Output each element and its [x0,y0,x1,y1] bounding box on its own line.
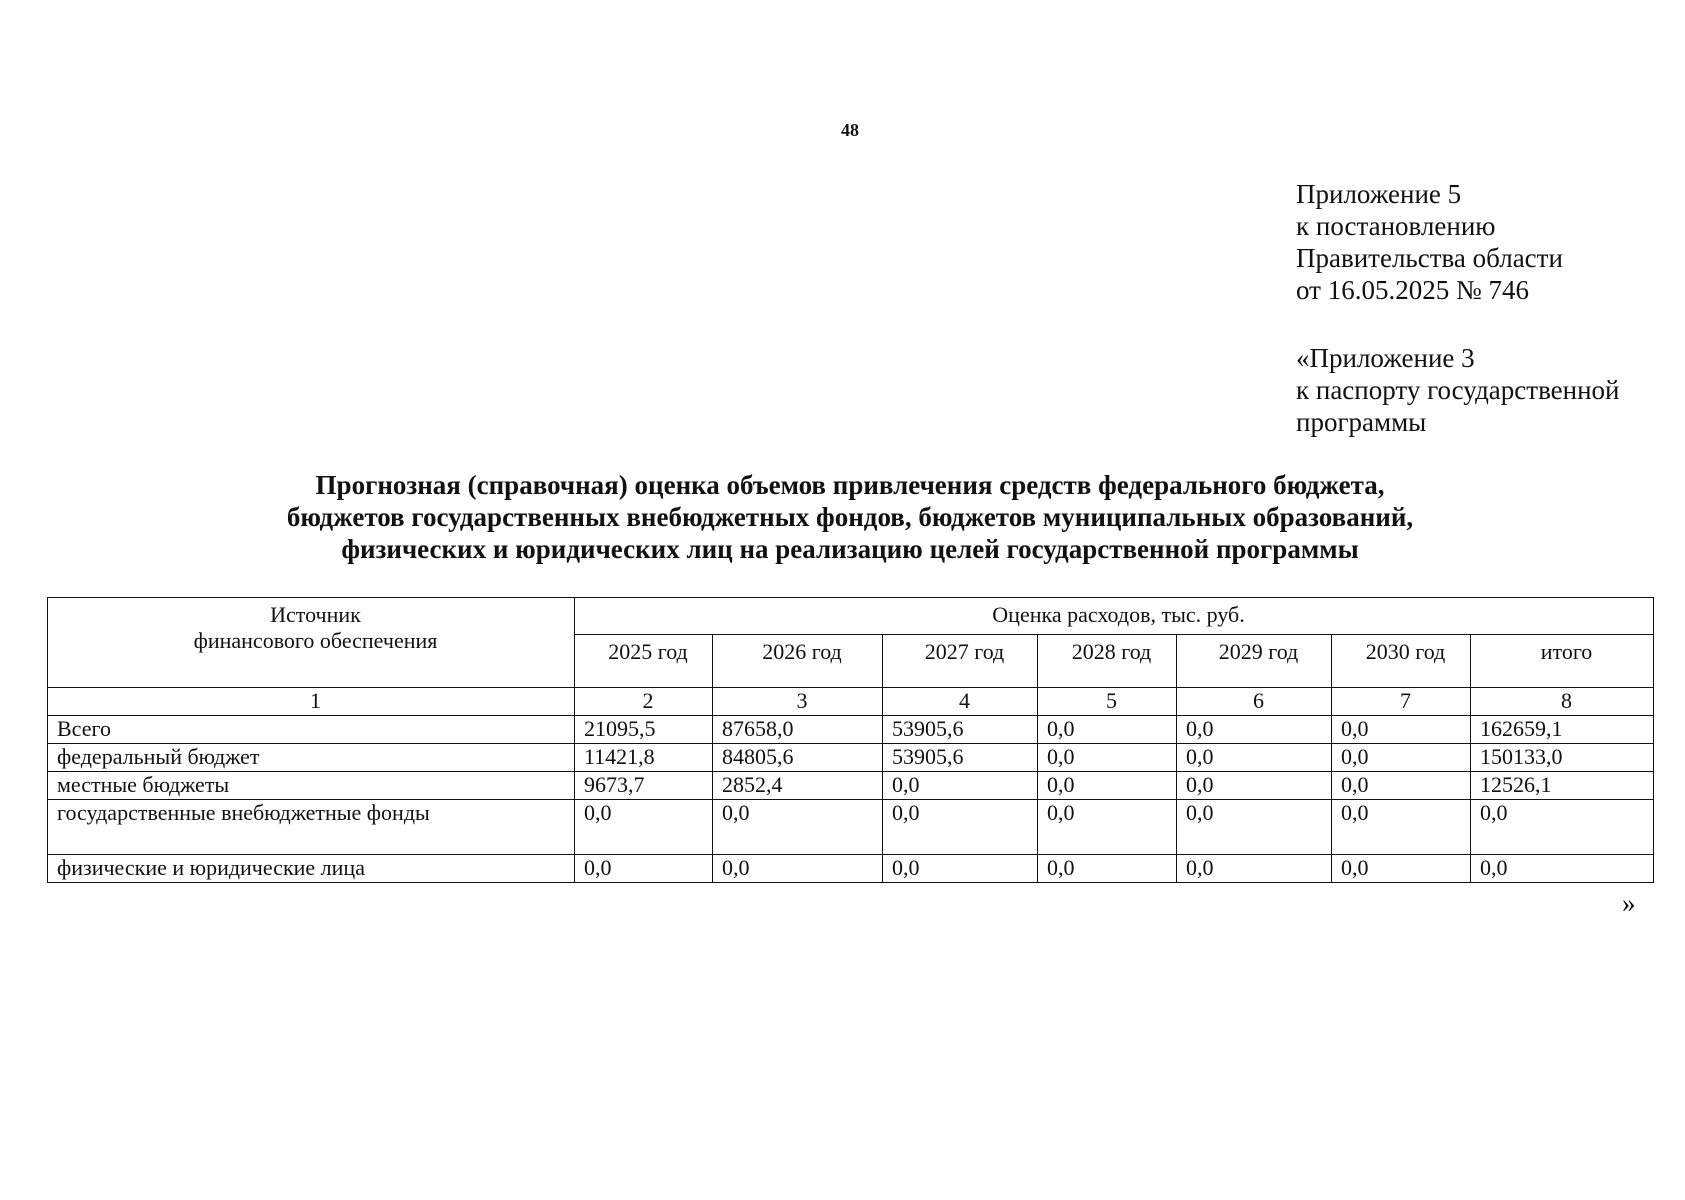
table-cell: 0,0 [883,772,1038,800]
column-number-cell: 7 [1332,688,1471,716]
table-cell: 87658,0 [713,716,883,744]
header-source-line: Источник [270,602,361,627]
row-label: государственные внебюджетные фонды [48,800,575,855]
title-line: Прогнозная (справочная) оценка объемов привлечения средств федерального бюджета, [315,470,1385,500]
appendix-line: Правительства области [1296,243,1563,273]
table-row [48,800,1654,855]
finance-table [47,597,1654,883]
document-title [140,469,1560,565]
table-cell: 11421,8 [575,744,713,772]
table-cell: 12526,1 [1471,772,1654,800]
row-label: физические и юридические лица [48,855,575,883]
table-cell: 0,0 [1038,744,1177,772]
table-row [48,716,1654,744]
title-line: бюджетов государственных внебюджетных фондов, бюджетов муниципальных образований, [286,502,1414,532]
table-cell: 0,0 [1177,744,1332,772]
table-cell: 0,0 [575,800,713,855]
table-cell: 0,0 [1177,716,1332,744]
table-cell: 0,0 [1332,855,1471,883]
table-cell: 0,0 [1471,855,1654,883]
table-cell: 0,0 [1038,772,1177,800]
table-cell: 0,0 [713,855,883,883]
header-year-cell: 2029 год [1177,634,1332,687]
table-cell: 0,0 [1332,744,1471,772]
table-cell: 9673,7 [575,772,713,800]
table-row [48,772,1654,800]
table-row [48,744,1654,772]
column-number-cell: 1 [48,688,575,716]
table-cell: 21095,5 [575,716,713,744]
row-label: федеральный бюджет [48,744,575,772]
header-source-cell [48,598,575,688]
table-row [48,855,1654,883]
table-cell: 0,0 [1038,716,1177,744]
header-year-cell: 2028 год [1038,634,1177,687]
row-label: местные бюджеты [48,772,575,800]
title-line: физических и юридических лиц на реализацию целей государственной программы [341,534,1359,564]
sub-appendix-block [1296,342,1620,438]
table-cell: 84805,6 [713,744,883,772]
table-cell: 0,0 [713,800,883,855]
table-cell: 0,0 [1471,800,1654,855]
table-cell: 53905,6 [883,744,1038,772]
table-cell: 0,0 [1177,772,1332,800]
closing-quote: » [1622,888,1636,918]
appendix-block [1296,178,1563,306]
table-cell: 0,0 [883,855,1038,883]
table-cell: 0,0 [1177,800,1332,855]
table-cell: 0,0 [575,855,713,883]
column-number-cell: 4 [883,688,1038,716]
column-number-cell: 5 [1038,688,1177,716]
column-number-cell: 6 [1177,688,1332,716]
table-cell: 0,0 [1038,800,1177,855]
sub-appendix-line: «Приложение 3 [1296,343,1475,373]
column-number-cell: 8 [1471,688,1654,716]
column-number-cell: 2 [575,688,713,716]
header-year-cell: 2025 год [575,634,713,687]
header-source-line: финансового обеспечения [193,628,438,653]
header-year-cell: 2027 год [883,634,1038,687]
table-cell: 2852,4 [713,772,883,800]
table-cell: 0,0 [1332,800,1471,855]
page-number: 48 [841,120,859,140]
appendix-line: Приложение 5 [1296,179,1462,209]
appendix-line: от 16.05.2025 № 746 [1296,275,1529,305]
column-number-row [48,688,1654,716]
header-year-cell: 2026 год [713,634,883,687]
table-cell: 0,0 [883,800,1038,855]
table-cell: 0,0 [1332,716,1471,744]
sub-appendix-line: программы [1296,407,1427,437]
table-cell: 0,0 [1332,772,1471,800]
table-cell: 53905,6 [883,716,1038,744]
column-number-cell: 3 [713,688,883,716]
sub-appendix-line: к паспорту государственной [1296,375,1620,405]
table-cell: 162659,1 [1471,716,1654,744]
row-label: Всего [48,716,575,744]
header-year-cell: 2030 год [1332,634,1471,687]
header-total-cell: итого [1471,634,1654,687]
header-estimate-cell: Оценка расходов, тыс. руб. [575,598,1654,635]
table-cell: 150133,0 [1471,744,1654,772]
table-cell: 0,0 [1038,855,1177,883]
table-cell: 0,0 [1177,855,1332,883]
appendix-line: к постановлению [1296,211,1496,241]
